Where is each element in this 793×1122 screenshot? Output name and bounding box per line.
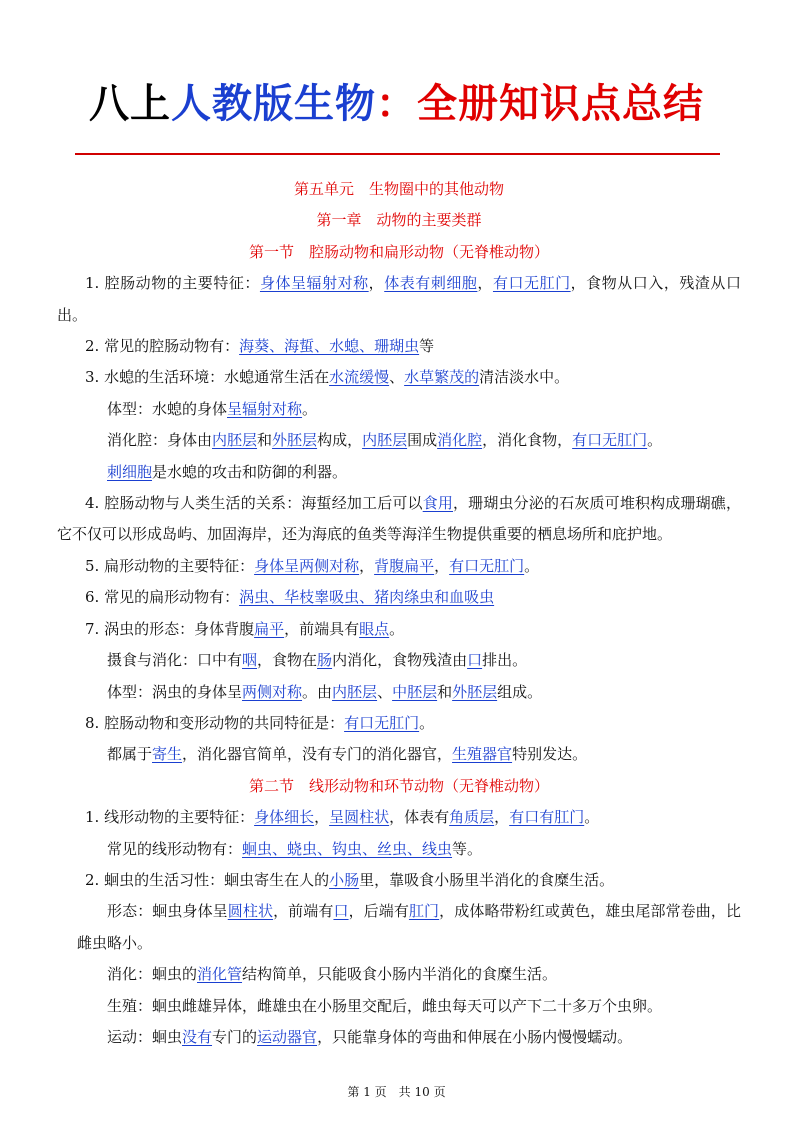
keyword: 有口无肛门 xyxy=(449,556,525,575)
keyword: 眼点 xyxy=(359,619,390,638)
keyword: 扁平 xyxy=(254,619,285,638)
paragraph-7-feeding xyxy=(57,645,741,676)
keyword: 小肠 xyxy=(329,870,360,889)
text: 。 xyxy=(584,808,600,827)
text: 是水螅的攻击和防御的利器。 xyxy=(152,462,348,481)
keyword: 两侧对称 xyxy=(242,682,303,701)
text: ， xyxy=(434,556,450,575)
paragraph-3-digestive-cavity xyxy=(57,425,741,456)
title-divider xyxy=(75,153,720,155)
keyword: 外胚层 xyxy=(272,431,318,450)
text: ，食物从口入，残渣从口出。 xyxy=(57,274,741,324)
paragraph-8 xyxy=(57,708,741,739)
keyword: 身体呈辐射对称 xyxy=(259,274,369,293)
text: 。 xyxy=(389,619,405,638)
text: 。 xyxy=(647,431,663,450)
section2-paragraph-1-examples xyxy=(57,834,741,865)
keyword: 蛔虫、蛲虫、钩虫、丝虫、线虫 xyxy=(242,839,453,858)
text: 。由 xyxy=(302,682,333,701)
keyword: 刺细胞 xyxy=(107,462,153,481)
unit-heading: 第五单元 生物圈中的其他动物 xyxy=(293,180,504,198)
text: 2. 常见的腔肠动物有： xyxy=(85,337,240,356)
text: 2. 蛔虫的生活习性：蛔虫寄生在人的 xyxy=(85,870,330,889)
text: ，前端具有 xyxy=(284,619,360,638)
keyword: 咽 xyxy=(242,651,258,670)
text: ，只能靠身体的弯曲和伸展在小肠内慢慢蠕动。 xyxy=(317,1027,633,1046)
text: 1. 线形动物的主要特征： xyxy=(85,808,255,827)
text: ， xyxy=(359,556,375,575)
section2-paragraph-1 xyxy=(57,802,741,833)
text: 结构简单，只能吸食小肠内半消化的食糜生活。 xyxy=(242,965,558,984)
section-heading-1: 第一节 腔肠动物和扁形动物（无脊椎动物） xyxy=(248,242,549,261)
paragraph-4 xyxy=(57,488,741,551)
text: 常见的线形动物有： xyxy=(107,839,243,858)
text: 摄食与消化：口中有 xyxy=(107,651,243,670)
text: 3. 水螅的生活环境：水螅通常生活在 xyxy=(85,368,330,387)
keyword: 中胚层 xyxy=(392,682,438,701)
text: 。 xyxy=(524,556,540,575)
keyword: 呈圆柱状 xyxy=(329,808,390,827)
keyword: 有口无肛门 xyxy=(492,274,571,293)
text: ， xyxy=(494,808,510,827)
keyword: 外胚层 xyxy=(452,682,498,701)
text: 清洁淡水中。 xyxy=(479,368,570,387)
text: 等 xyxy=(419,337,435,356)
keyword: 口 xyxy=(333,902,349,921)
keyword: 圆柱状 xyxy=(227,902,274,921)
keyword: 身体细长 xyxy=(254,808,315,827)
text: ，成体略带粉红或黄色，雄虫尾部常卷曲，比雌虫略小。 xyxy=(77,902,741,952)
keyword: 有口无肛门 xyxy=(344,713,420,732)
keyword: 内胚层 xyxy=(332,682,378,701)
text: 6. 常见的扁形动物有： xyxy=(85,588,240,607)
text: 体型：涡虫的身体呈 xyxy=(107,682,243,701)
text: 生殖：蛔虫雌雄异体，雌雄虫在小肠里交配后，雌虫每天可以产下二十多万个虫卵。 xyxy=(107,996,663,1015)
section2-paragraph-2-digestion xyxy=(57,959,741,990)
text: 都属于 xyxy=(107,745,153,764)
paragraph-5 xyxy=(57,551,741,582)
keyword: 角质层 xyxy=(449,808,495,827)
text: 消化腔：身体由 xyxy=(107,431,213,450)
paragraph-8-parasite xyxy=(57,739,741,770)
keyword: 呈辐射对称 xyxy=(227,399,303,418)
text: 、 xyxy=(389,368,405,387)
text: ， xyxy=(368,274,385,293)
text: 。 xyxy=(419,713,435,732)
page-number-footer: 第 1 页 共 10 页 xyxy=(347,1085,446,1099)
text: 特别发达。 xyxy=(512,745,588,764)
title-part2: 人教版生物 xyxy=(171,81,376,127)
text: 等。 xyxy=(452,839,483,858)
keyword: 口 xyxy=(467,651,483,670)
text: 内消化，食物残渣由 xyxy=(332,651,468,670)
text: ，消化器官简单，没有专门的消化器官， xyxy=(182,745,453,764)
text: ，消化食物， xyxy=(482,431,573,450)
text: 和 xyxy=(257,431,273,450)
paragraph-2 xyxy=(57,331,741,362)
keyword: 消化管 xyxy=(197,965,243,984)
paragraph-3 xyxy=(57,362,741,393)
text: ，体表有 xyxy=(389,808,450,827)
text: ，珊瑚虫分泌的石灰质可堆积构成珊瑚礁，它不仅可以形成岛屿、加固海岸，还为海底的鱼类等海洋生物提供重要的栖息场所和庇护地。 xyxy=(57,494,741,544)
keyword: 有口无肛门 xyxy=(572,431,648,450)
text: 4. 腔肠动物与人类生活的关系：海蜇经加工后可以 xyxy=(85,494,423,513)
keyword: 内胚层 xyxy=(362,431,408,450)
section-heading-2: 第二节 线形动物和环节动物（无脊椎动物） xyxy=(248,776,549,795)
text: 围成 xyxy=(407,431,438,450)
paragraph-7 xyxy=(57,614,741,645)
text: 里，靠吸食小肠里半消化的食糜生活。 xyxy=(359,870,615,889)
text: 构成， xyxy=(317,431,363,450)
text: 7. 涡虫的形态：身体背腹 xyxy=(85,619,255,638)
keyword: 涡虫、华枝睾吸虫、猪肉绦虫和血吸虫 xyxy=(239,588,495,607)
keyword: 体表有刺细胞 xyxy=(384,274,478,293)
paragraph-7-body-shape xyxy=(57,677,741,708)
text: 1. 腔肠动物的主要特征： xyxy=(85,274,260,293)
text: 组成。 xyxy=(497,682,543,701)
text: 8. 腔肠动物和变形动物的共同特征是： xyxy=(85,713,345,732)
paragraph-6 xyxy=(57,582,741,613)
section2-paragraph-2-form xyxy=(57,896,741,959)
title-part3: ：全册知识点总结 xyxy=(376,81,704,127)
text: 和 xyxy=(437,682,453,701)
keyword: 生殖器官 xyxy=(452,745,513,764)
keyword: 有口有肛门 xyxy=(509,808,585,827)
section2-paragraph-2-movement xyxy=(57,1022,741,1053)
keyword: 食用 xyxy=(422,494,454,513)
keyword: 寄生 xyxy=(152,745,183,764)
keyword: 身体呈两侧对称 xyxy=(254,556,360,575)
text: 5. 扁形动物的主要特征： xyxy=(85,556,255,575)
text: ， xyxy=(477,274,493,293)
keyword: 运动器官 xyxy=(257,1027,318,1046)
keyword: 水草繁茂的 xyxy=(404,368,480,387)
document-title xyxy=(0,72,793,129)
section2-paragraph-2 xyxy=(57,865,741,896)
keyword: 背腹扁平 xyxy=(374,556,435,575)
text: 、 xyxy=(377,682,393,701)
text: 排出。 xyxy=(482,651,528,670)
paragraph-1 xyxy=(57,268,741,331)
paragraph-3-body-shape xyxy=(57,394,741,425)
title-part1: 八上 xyxy=(89,81,171,127)
keyword: 海葵、海蜇、水螅、珊瑚虫 xyxy=(239,337,420,356)
text: 体型：水螅的身体 xyxy=(107,399,228,418)
keyword: 肛门 xyxy=(408,902,440,921)
paragraph-3-stinging-cell xyxy=(57,457,741,488)
text: ， xyxy=(314,808,330,827)
text: 消化：蛔虫的 xyxy=(107,965,198,984)
section2-paragraph-2-reproduction xyxy=(57,991,741,1022)
text: ，前端有 xyxy=(273,902,334,921)
keyword: 没有 xyxy=(182,1027,213,1046)
text: 。 xyxy=(302,399,318,418)
keyword: 消化腔 xyxy=(437,431,483,450)
document-body xyxy=(57,174,741,1053)
text: ，食物在 xyxy=(257,651,318,670)
keyword: 水流缓慢 xyxy=(329,368,390,387)
text: 专门的 xyxy=(212,1027,258,1046)
chapter-heading: 第一章 动物的主要类群 xyxy=(316,211,482,230)
text: ，后端有 xyxy=(348,902,409,921)
keyword: 肠 xyxy=(317,651,333,670)
text: 形态：蛔虫身体呈 xyxy=(107,902,228,921)
keyword: 内胚层 xyxy=(212,431,258,450)
text: 运动：蛔虫 xyxy=(107,1027,183,1046)
